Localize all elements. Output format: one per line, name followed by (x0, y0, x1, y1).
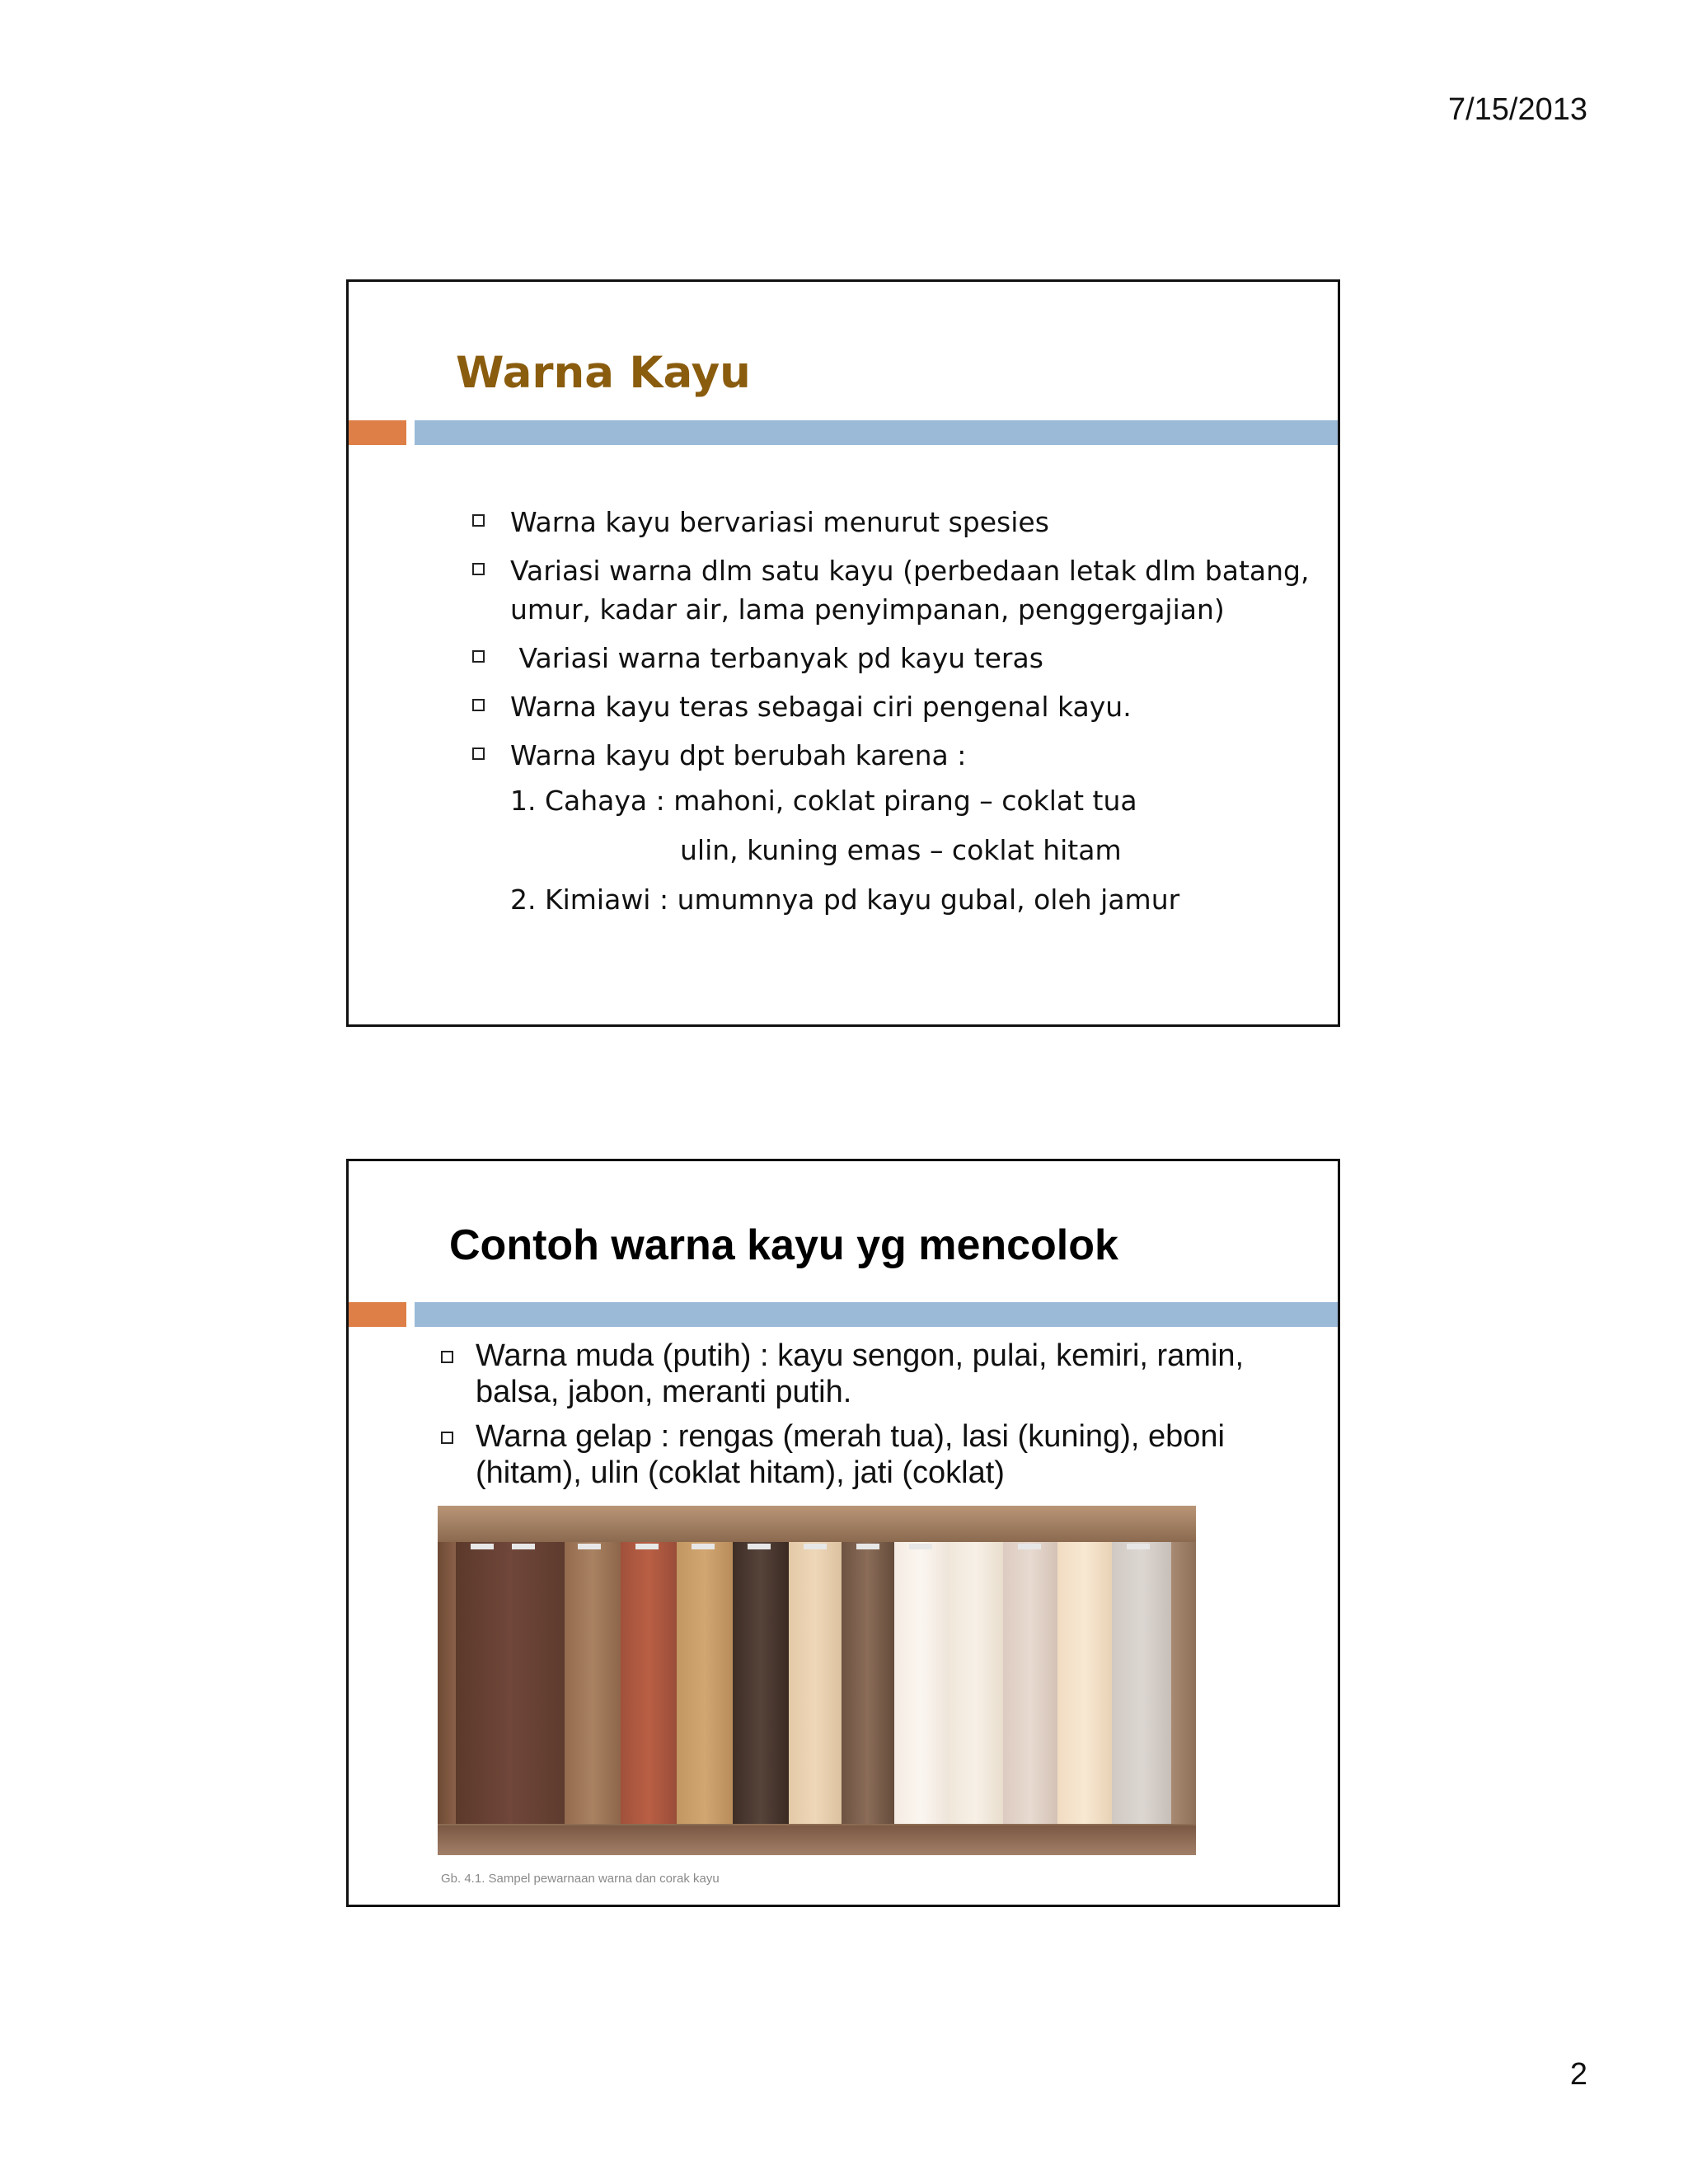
slide-contoh-warna (346, 1159, 1340, 1907)
wood-plank (456, 1542, 565, 1824)
page-date: 7/15/2013 (1447, 92, 1587, 127)
wood-plank (1171, 1542, 1196, 1824)
slide-title: Contoh warna kayu yg mencolok (449, 1221, 1118, 1269)
list-item: Warna kayu bervariasi menurut spesies (472, 503, 1313, 541)
sub-item-ulin: ulin, kuning emas – coklat hitam (680, 834, 1122, 866)
wood-plank (438, 1542, 456, 1824)
sample-label-tag (1018, 1544, 1041, 1549)
sample-label-tag (909, 1544, 932, 1549)
wood-plank (677, 1542, 733, 1824)
accent-bar-orange (349, 420, 406, 445)
accent-bar-orange (349, 1302, 406, 1327)
list-item: Warna gelap : rengas (merah tua), lasi (kuning), eboni (hitam), ulin (coklat hitam), jati (coklat) (441, 1418, 1265, 1491)
sub-item-kimiawi: 2. Kimiawi : umumnya pd kayu gubal, oleh jamur (510, 883, 1180, 916)
list-item: Warna kayu teras sebagai ciri pengenal kayu. (472, 687, 1313, 726)
sample-label-tag (471, 1544, 494, 1549)
wood-plank (1112, 1542, 1171, 1824)
sample-label-tag (512, 1544, 535, 1549)
square-bullet-icon (472, 699, 485, 711)
wood-plank (733, 1542, 789, 1824)
wood-plank (1003, 1542, 1057, 1824)
sample-label-tag (635, 1544, 659, 1549)
square-bullet-icon (472, 650, 485, 663)
square-bullet-icon (441, 1351, 453, 1363)
sample-label-tag (804, 1544, 827, 1549)
wood-plank (565, 1542, 621, 1824)
photo-frame-bottom (438, 1825, 1196, 1855)
wood-plank (789, 1542, 842, 1824)
accent-bar-blue (415, 1302, 1338, 1327)
wood-samples-photo (438, 1506, 1196, 1855)
list-item: Variasi warna terbanyak pd kayu teras (472, 639, 1313, 677)
square-bullet-icon (472, 748, 485, 760)
wood-plank (894, 1542, 949, 1824)
wood-plank (949, 1542, 1003, 1824)
square-bullet-icon (472, 563, 485, 575)
wood-plank (621, 1542, 677, 1824)
slide-title: Warna Kayu (456, 348, 751, 398)
photo-caption: Gb. 4.1. Sampel pewarnaan warna dan corak kayu (441, 1872, 720, 1886)
sample-label-tag (578, 1544, 601, 1549)
list-item: Warna muda (putih) : kayu sengon, pulai, kemiri, ramin, balsa, jabon, meranti putih. (441, 1338, 1265, 1410)
square-bullet-icon (472, 514, 485, 527)
accent-bar-blue (415, 420, 1338, 445)
photo-frame-top (438, 1506, 1196, 1542)
square-bullet-icon (441, 1432, 453, 1444)
slide-warna-kayu (346, 279, 1340, 1027)
bullet-list (441, 1338, 1265, 1499)
page-number: 2 (1569, 2057, 1587, 2092)
wood-plank (1057, 1542, 1112, 1824)
sub-item-cahaya: 1. Cahaya : mahoni, coklat pirang – coklat tua (510, 785, 1137, 817)
list-item: Variasi warna dlm satu kayu (perbedaan letak dlm batang, umur, kadar air, lama penyimpanan, penggergajian) (472, 551, 1313, 629)
sample-label-tag (856, 1544, 879, 1549)
bullet-list (472, 503, 1313, 785)
sample-label-tag (748, 1544, 771, 1549)
sample-label-tag (692, 1544, 715, 1549)
wood-plank (842, 1542, 894, 1824)
sample-label-tag (1127, 1544, 1150, 1549)
list-item: Warna kayu dpt berubah karena : (472, 736, 1313, 775)
